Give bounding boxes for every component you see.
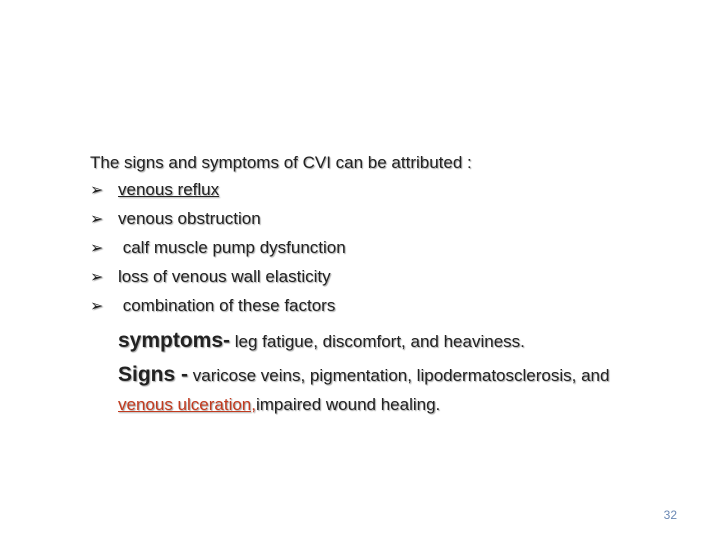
symptoms-label: symptoms-	[118, 329, 231, 352]
venous-ulceration-text: venous ulceration,	[118, 395, 256, 414]
symptoms-line	[118, 328, 678, 355]
signs-label: Signs -	[118, 363, 189, 386]
bullet-text-venous-reflux: venous reflux	[118, 180, 220, 199]
arrow-bullet-icon: ➢	[90, 180, 104, 199]
list-item	[90, 295, 690, 324]
signs-line	[118, 362, 678, 389]
bullet-list	[90, 179, 690, 324]
bullet-text: combination of these factors	[118, 296, 336, 315]
arrow-bullet-icon: ➢	[90, 296, 104, 315]
arrow-bullet-icon: ➢	[90, 267, 104, 286]
arrow-bullet-icon: ➢	[90, 209, 104, 228]
arrow-bullet-icon: ➢	[90, 238, 104, 257]
signs-text: varicose veins, pigmentation, lipodermatosclerosis, and	[188, 366, 610, 385]
list-item	[90, 237, 690, 266]
list-item	[90, 266, 690, 295]
signs-rest-text: impaired wound healing.	[255, 395, 441, 414]
slide-content	[90, 152, 690, 414]
list-item	[90, 208, 690, 237]
page-number: 32	[663, 508, 677, 522]
intro-text: The signs and symptoms of CVI can be attributed :	[90, 153, 472, 172]
symptoms-text: leg fatigue, discomfort, and heaviness.	[230, 332, 525, 351]
bullet-text: loss of venous wall elasticity	[118, 267, 331, 286]
bullet-text: venous obstruction	[118, 209, 261, 228]
bullet-text: calf muscle pump dysfunction	[118, 238, 346, 257]
signs-continuation-line	[118, 392, 678, 418]
list-item	[90, 179, 690, 208]
